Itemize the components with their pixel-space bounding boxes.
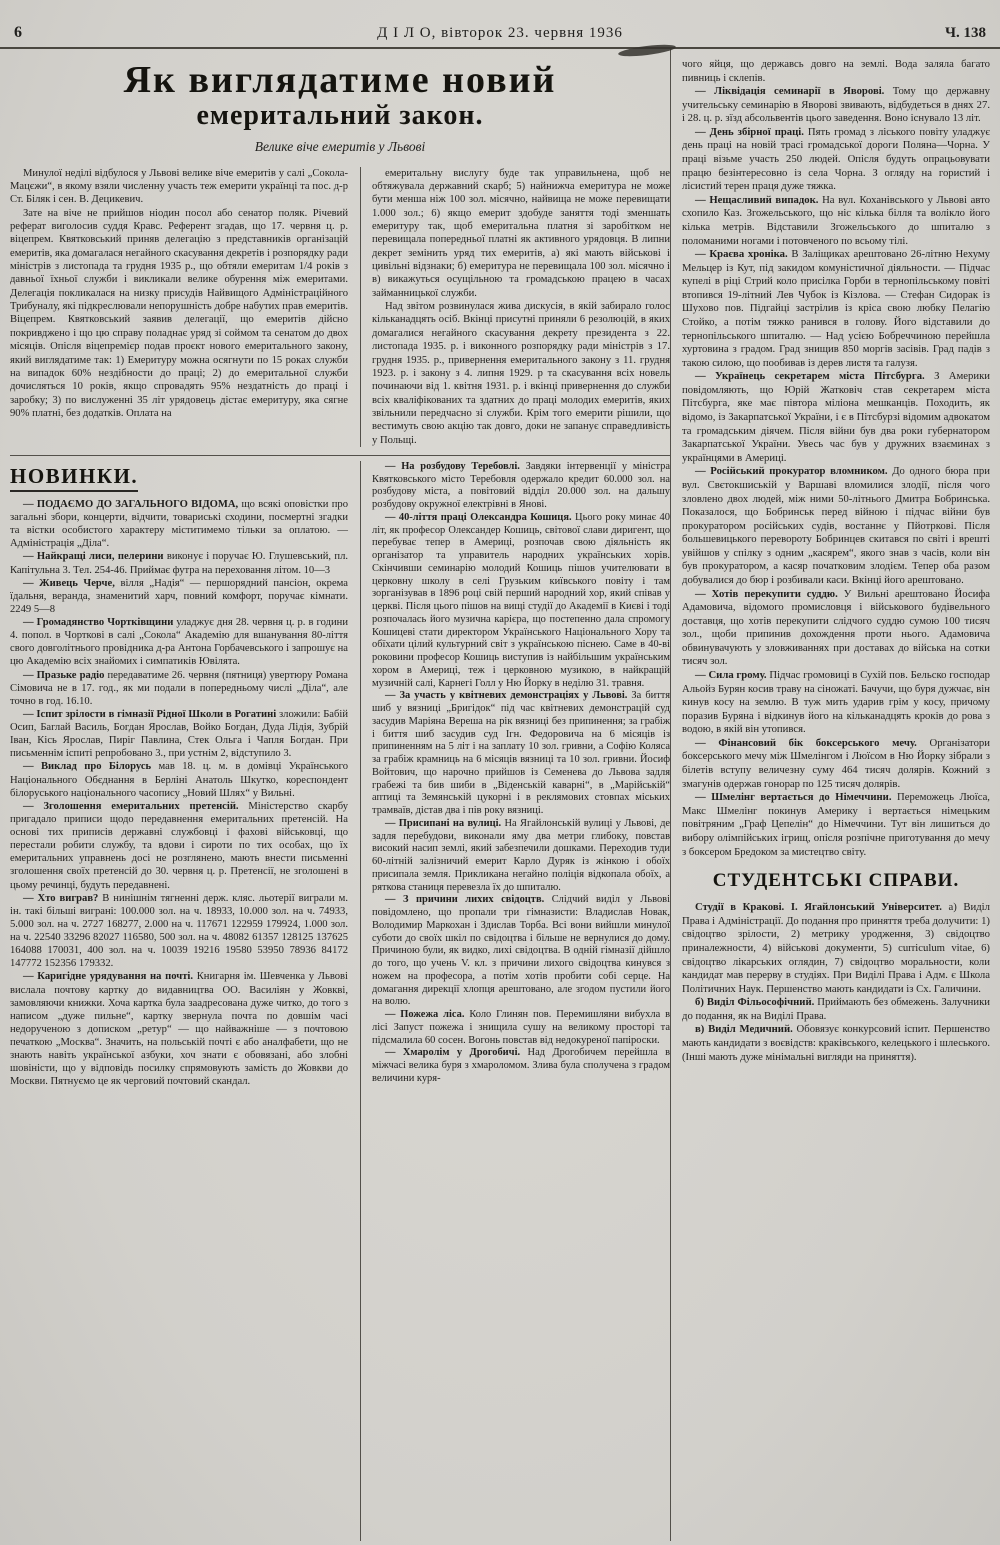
news-item: — Сила грому. Підчас громовиці в Сухій пов. Бельско господар Альойз Бурян косив траву на сіножаті. Бачучи, що буря дужчає, він кинув косу на землю. В туж мить ударив грім у косу, причому поразив Буряна і відкинув його на кільканадцять кроків до рова з водою, в якій він утопився. [682, 669, 990, 736]
news-item: — 40-ліття праці Олександра Кошиця. Цього року минає 40 літ, як професор Олександер Кошиць, світової слави диригент, що перебуває тепер в Америці, розпочав свою діяльність як організатор та управитель народних українських хорів. Скінчивши семинарію молодий Кошиць пішов учителювати в церковну школу в селі Грузьким київського повіту і там зорганізував в 1896 році свій перший народний хор, який співав у церкві. Після цього пішов на вищі студії до Академії в Києві і тоді розпочалась його музична карієра, що постепенно дала спромогу Кошицеві стати директором Українського Національного Хору та обїхати цілий культурний світ з українською піснею. Саме в 40-ві роковини професор Кошиць виступив із найбільшим українським хором в Америці, теж і церковною музикою, в найкращій музичній салі, Карнегі Голл у Ню Йорку в неділю 31. травня. [372, 511, 670, 689]
news-item: — Найкращі лиси, пелерини виконує і поручає Ю. Глушевський, пл. Капітульна 3. Тел. 254-46. Приймає футра на переховання літом. 10—3 [10, 551, 349, 576]
news-item: — Пожежа ліса. Коло Глинян пов. Перемишляни вибухла в лісі Запуст пожежа і знищила сушу на великому просторі та підсмалила 60 сосен. Вогонь повстав від недокуреної папіроски. [372, 1009, 670, 1046]
news-item: — Російський прокуратор вломником. До одного бюра при вул. Свєтокшиській у Варшаві вломилися злодії, після чого зловлено двох людей, між ними 50-літнього Дмитра Бобринська. Показалося, що Бобринськ перед війною і підчас війни був прокуратором російських судів, востаннє у Пйотркові. Після большевицького перевороту Бобринцев скитався по світі і врешті увійшов у спілку з одним „касярем“, якого знав з часів, коли він був прокуратором, а касяр початковим злодієм. Тепер оба разом добувалися до бюр і розбивали каси. Вкінці його арештовано. [682, 465, 990, 586]
news-item: — День збірної праці. Пять громад з ліського повіту уладжує день праці на новій трасі громадської дороги Поляна—Чорна. У праці візьме участь 250 людей. Опісля будуть опрацьовувати працю безінтересовно із села Чорна. З огляду на гористий і лісистий терен праця дуже тяжка. [682, 125, 990, 193]
news-item: — Громадянство Чортківщини уладжує дня 28. червня ц. р. в години 4. попол. в Чорткові в салі „Сокола“ Академію для вшанування 80-ліття свого довголітнього провідника д-ра Антона Горбачевського і запрошує на цю Академію всіх знайомих і симпатиків Ювілята. [10, 617, 348, 668]
novynky-heading: НОВИНКИ. [10, 463, 138, 492]
article-paragraph: Минулої неділі відбулося у Львові велике віче емеритів у салі „Сокола-Мацєжи“, в якому взяли численну участь теж емерити українці та пос. д-р Ст. Біляк і сен. В. Децикевич. [10, 167, 348, 206]
lead-article-head [10, 49, 670, 159]
news-item: — Шмелінг вертається до Німеччини. Переможець Люїса, Макс Шмелінг покинув Америку і вертається німецьким повітряним „Граф Цепелін“ до Німеччини. Тут він лишиться до вибору олімпійських ігрищ, опісля розпічне приготування до мечу з боксером Бредоком за мистецтво світу. [682, 791, 990, 858]
news-item: — Хотів перекупити суддю. У Вильні арештовано Йосифа Адамовича, відомого промисловця і військового будівельного доставця, що хотів перекупити слідчого суддю сумою 100 тисяч зол., щоби припинив дохождення проти нього. Адамовича обвинувачують у зловживаннях при доставах до війська на сотки тисяч зол. [682, 587, 990, 668]
news-item: — За участь у квітневих демонстраціях у Львові. За биття шиб у вязниці „Бригідок“ під час квітневих демонстрацій суд засудив Маріяна Вереша на рік вязниці без припинення; за грабіж і биття шиб засудив суд Ігн. Федоровича на 6 місяців із припиненням на 5 літ і на заплату 10 зол. гривни, а Софію Коляса за грабіж крамниць на 6 місяців вязниці та 10 зол. гривни. Йосиф Войтович, що нарочно прийшов із Семенева до Львова задля грабежі та бив шиби в „Віденській каварні“, в „Марійській“ аптиці та Земянській цукорні і в реклямових стовпах міських трамваїв, дістав два і пів року вязниці. [372, 690, 670, 817]
article-columns [10, 167, 670, 447]
news-item: — З причини лихих свідоцтв. Слідчий виділ у Львові повідомлено, що пропали три гімназисти: Владислав Новак, Володимир Маркохан і Здислав Торба. Всі вони вийшли минулої суботи до своїх шкіл по свідоцтва і більше не вернулися до дому. Причиною були, як видко, лихі свідоцтва. В одній гімназії дійшло до того, що учень V. кл. з причини лихого свідоцтва кинувся з ножем на професора, а потім хотів пробити собі серце. На домагання дирекції хлопця арештовано, але згодом пустили його на волю. [372, 894, 670, 1008]
student-item: б) Виділ Фільософічний. Приймають без обмежень. Залучники до подання, як на Виділі Права. [682, 996, 990, 1022]
news-item: — Фінансовий бік боксерського мечу. Організатори боксерського мечу між Шмелінгом і Люїсом в Ню Йорку зібрали з білетів вступу величезну суму 464 тисяч долярів. Кожний з змагунів одержав гонорар по 125 тисяч долярів. [682, 736, 990, 790]
middle-news-column [360, 461, 670, 1541]
masthead [0, 0, 1000, 49]
news-item: — Зголошення емеритальних претенсій. Міністерство скарбу пригадало приписи щодо передавнення емеритальних претенсій. На основі тих приписів державні службовці і фахові військовці, що перестали робити службу, та вдови і сироти по тих особах, що їх емеритальних управнень досі не розглянено, мають внести письменні зголошення своїх претенсій до 30. червня ц. р. Претенсії, не зголошені в цьому речинці, будуть передавнені. [10, 800, 348, 891]
article-paragraph: Над звітом розвинулася жива дискусія, в якій забирало голос кільканадцять осіб. Вкінці присутні приняли 6 резолюцій, в яких домагалися негайного скасування декрету президента з 22. листопада 1935. р. і виконного розпорядку ради міністрів з 17. грудня 1935. р., привернення емеритального закону з 11. грудня 1923. р. і закону з 4. липня 1929. р та скасування всіх новель починаючи від 1. квітня 1931. р. і вкінці привернення до служби всіх кваліфікованих та здатних до праці молодих емеритів, яких звільнили передчасно зі служби. Крім того емерити рішили, що вестимуть свою акцію так довго, доки не запанує справедливість у Польщі. [372, 301, 670, 446]
news-item: — На розбудову Теребовлі. Завдяки інтервенції у міністра Квятковського місто Теребовля одержало кредит 60.000 зол. на розбудову міста, а повітовий відділ 20.000 зол. на дальшу розбудову окружної електрівні в Янові. [372, 460, 670, 511]
news-item: — Живець Черче, вілля „Надія“ — першорядний пансіон, окрема їдальня, веранда, знаменитий харч, повний комфорт, поручає кімнати. 2249 5—8 [10, 577, 348, 615]
right-column [670, 49, 990, 1541]
news-item: — Нещасливий випадок. На вул. Коханівського у Львові авто схопило Каз. Згожельського, що ніс кілька білля та волікло його кілька метрів. Відставили Згожельського до шпиталю з поломаними ногами і потовченого по всьому тілі. [682, 193, 990, 247]
news-item: — Українець секретарем міста Пітсбурга. З Америки повідомляють, що Юрій Жатковіч став секретарем міста Пітсбурга, яке має півтора міліона мешканців. Походить, як відомо, із Закарпатської України, і є в Пітсбурзі відомим адвокатом та громадським діячем. Після війни був два роки губернатором Закарпатської України. Увесь час був у дружних взаєминах з українцями в Америці. [682, 370, 990, 464]
news-item: — Виклад про Білорусь мав 18. ц. м. в домівці Українського Національного Обєднання в Берліні Анатоль Шкутко, кореспондент білоруського національного часопису „Новий Шлях“ у Вильні. [10, 761, 348, 799]
novynky-column [10, 461, 360, 1541]
news-item: — Краєва хроніка. В Заліщиках арештовано 26-літню Нехуму Мельцер із Кут, під закидом комуністичної діяльности. — Підчас купелі в ріці Стрий коло присілка Горби в тернопільському повіті втопився 19-літний Лев Чубок із Кізлова. — Стефан Сидорак із Шухово пов. Підгайці застрілив із кріса свою любку Пелагію Стойко, а потім тяжко ранився в голову. Його відставили до тернопільського шпиталю. — Над усією Бобреччиною перейшла хуртовина з градом. Град знищив 850 моргів засівів. Град падів з такою силою, що пообивав із дерев листя та галузя. [682, 248, 990, 369]
left-two-columns [10, 49, 670, 1541]
student-item: Студії в Кракові. І. Ягайлонський Університет. а) Виділ Права і Адміністрації. До подання про приняття треба долучити: 1) свідоцтво зрілости, 2) метрику уродження, 3) свідоцтво приналежности, 4) військові документи, 5) curriculum vitae, 6) свідоцтво лікарських оглядин, 7) свідоцтво моральности, коли кандидат мав перерву в студіях. При Виділі Права і Адм. є Школа Політичних Наук. Першенство мають кандидати із Сх. Галичини. [682, 901, 990, 995]
novynky-items [10, 498, 348, 1089]
news-item: — Ліквідація семинарії в Яворові. Тому що державну учительську семинарію в Яворові звивають, відбудеться в днях 27. і 28. ц. р. зїзд абсольвентів цього заведення. Воно існувало 13 літ. [682, 85, 990, 125]
news-item: — Іспит зрілости в гімназії Рідної Школи в Рогатині зложили: Бабій Осип, Баглай Василь, Богдан Ярослав, Войко Богдан, Дуда Лідія, Зубрій Іван, Кісь Ярослав, Пиріг Павлина, Стек Ольга і Чапля Богдан. При письменнім іспиті репробовано 3., при устнім 2, відступило 3. [10, 708, 348, 760]
masthead-title: Д І Л О, вівторок 23. червня 1936 [377, 25, 623, 41]
page-number: 6 [14, 24, 22, 41]
article-paragraph: Зате на віче не прийшов ніодин посол або сенатор поляк. Річевий реферат виголосив суддя Кравс. Референт згадав, що 17. червня ц. р. віцепрем. Квятковський приняв делегацію з представників організацій емеритів, яка домагалася негайного скасування декретів і розпорядку ради міністрів з листопада та грудня 1935 р., що обтяли емеритам 1/4 років з давньої їхньої служби і викликали велике обурення між емеритами. Делегація покликалася на низку присудів Найвищого Адміністраційного Трибуналу, які підкреслювали непорушність добре набутих прав емеритів. Віцепрем. Квятковський заявив делегації, що емеритів дійсно покривджено і що цю справу поладнає уряд зі соймом та сенатом до двох місяців. Опісля віцепремієр подав проєкт нового емеритального закону, який виглядатиме так: 1) Емеритуру можна осягнути по 15 роках служби на випадок 60% нездібности до праці; 2) до емеритальної служби дочисляться 10 років, якщо спровадять 95% нездатність до праці і заробку; 3) по вислуженні 35 літ урядовець дістає емеритуру, яка сягне 90% платні, без додатків. Оплата на [10, 207, 348, 419]
headline-line2: емеритальний закон. [196, 99, 484, 131]
article-column-1 [10, 167, 360, 447]
right-news-items [682, 58, 990, 859]
page-content [0, 49, 1000, 1541]
news-item: — Каригідне урядування на почті. Книгарня ім. Шевченка у Львові вислала почтову картку до видавництва ОО. Василіян у Жовкві, замовляючи книжки. Хоча картка була заадресована дуже читко, до того з написом „дуже пильне“, картку звернула почта по довшім часі недорученою з дописком „ретур“ — що найважніше — з почтовою печаткою „Москва“. Значить, на польській почті є або аналфабети, що не знають навіть української азбуки, хоч знати є обовязані, або злобні шовіністи, що у відповідь посилку спрямовують замість до Жовкви до Москви. Пятнуємо це як черговий почтовий скандал. [10, 971, 348, 1088]
news-item: — Хто виграв? В нинішнім тягненні держ. кляс. льотерії виграли м. ін. такі більші виграні: 100.000 зол. на ч. 18933, 10.000 зол. на ч. 74933, 5.000 зол. на ч. 2727 168277, 2.000 на ч. 117671 122959 179924, 1.000 зол. на ч. 22540 33296 82027 116580, 500 зол. на ч. 48082 61357 128125 137625 164088 170031, 400 зол. на ч. 10039 19216 19580 53950 78936 84172 147772 152356 179332. [10, 892, 348, 970]
news-item: — Присипані на вулиці. На Ягайлонській вулиці у Львові, де задля перебудови, виконали яму два метри глибоку, повстав високий насип землі, який забезпечили дошками. Переходив туди 60-літній залізничий емерит Карло Дуряк із жінкою і обоїх присипала земля. Прикликана негайно поліція відкопала обоїх, а ряткова станиця перевезла їх до шпиталю. [372, 817, 670, 893]
headline-line1: Як виглядатиме новий [123, 59, 557, 101]
student-items [682, 901, 990, 1064]
article-paragraph: емеритальну вислугу буде так управильнена, щоб не обтяжувала державний скарб; 5) найнижча емеритура не може бути менша ніж 100 зол. місячно, найвища не може перевищати 1.000 зол.; 6) якщо емерит здобуде заняття тоді зменшать емеритуру так, щоб емеритальна платня зі заробітком не перевищала попередньої платні як активного урядовця. В липни декрет земінить уряд тих емеритів, а) які мають військові і цивільні відзнаки; б) емеритура не перевищала 100 зол. місячно і в) викажуться осущільною та громадською працею в часах займанницької служби. [372, 167, 670, 299]
issue-number: Ч. 138 [944, 25, 986, 41]
news-item: — Празьке радіо передаватиме 26. червня (пятниця) увертюру Романа Сімовича не в 17. год., як ми подали в попередньому числі „Діла“, але точно в год. 16.10. [10, 669, 348, 707]
news-item: — ПОДАЄМО ДО ЗАГАЛЬНОГО ВІДОМА, що всякі оповістки про загальні збори, концерти, відчити, товариські сходини, посмертні згадки та вістки особистого характеру міститимемо тільки за оплатою. — Адміністрація „Діла“. [10, 498, 348, 550]
student-section [682, 869, 990, 1064]
news-columns [10, 455, 670, 1541]
student-item: в) Виділ Медичний. Обовязує конкурсовий іспит. Першенство мають кандидати з воєвідств: краківського, келецького і шлеського. (Інші мають дуже мінімальні вигляди на приняття). [682, 1023, 990, 1063]
news-item: чого яйця, що державсь довго на землі. Вода заляла багато пивниць і склепів. [682, 58, 990, 84]
student-section-heading: СТУДЕНТСЬКІ СПРАВИ. [712, 870, 960, 892]
article-column-2 [360, 167, 670, 447]
news-item: — Хмаролім у Дрогобичі. Над Дрогобичем перейшла в міжчасі велика буря з хмароломом. Злива була сполучена з градом величини куря- [372, 1047, 670, 1084]
article-subtitle: Велике віче емеритів у Львові [254, 138, 426, 154]
